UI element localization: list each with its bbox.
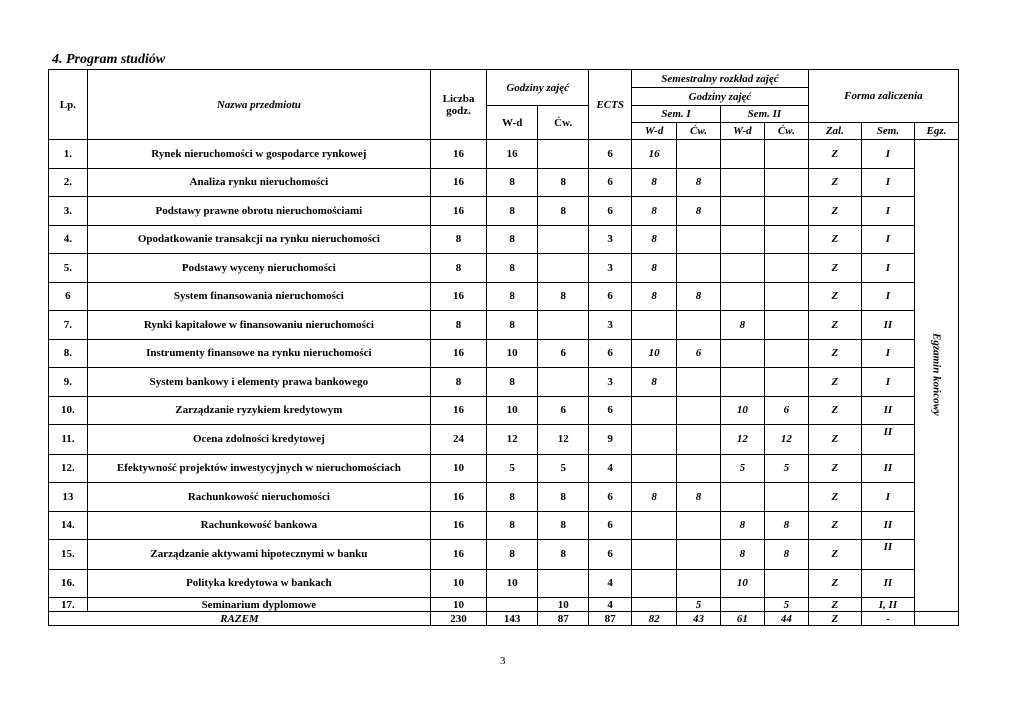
cell-s2-cw bbox=[764, 339, 808, 368]
cell-lp: 13 bbox=[49, 483, 88, 512]
cell-sem: II bbox=[861, 396, 914, 425]
cell-liczba: 16 bbox=[430, 511, 486, 540]
cell-cw: 8 bbox=[538, 197, 589, 226]
cell-cw: 8 bbox=[538, 483, 589, 512]
header-semz: Sem. bbox=[861, 123, 914, 140]
cell-s1-cw: 8 bbox=[677, 197, 721, 226]
cell-s1-cw bbox=[677, 254, 721, 283]
cell-cw: 5 bbox=[538, 454, 589, 483]
cell-name: Zarządzanie ryzykiem kredytowym bbox=[87, 396, 430, 425]
cell-sem: I bbox=[861, 225, 914, 254]
table-row bbox=[49, 225, 959, 254]
cell-s2-wd bbox=[720, 140, 764, 169]
header-sem1: Sem. I bbox=[632, 106, 721, 123]
cell-s1-wd: 8 bbox=[632, 168, 677, 197]
table-row bbox=[49, 540, 959, 570]
cell-sem: I bbox=[861, 282, 914, 311]
cell-s1-cw bbox=[677, 569, 721, 598]
cell-liczba: 8 bbox=[430, 254, 486, 283]
cell-name: Zarządzanie aktywami hipotecznymi w banku bbox=[87, 540, 430, 570]
razem-ects: 87 bbox=[589, 612, 632, 626]
cell-sem: I bbox=[861, 254, 914, 283]
razem-egz bbox=[914, 612, 958, 626]
cell-lp: 1. bbox=[49, 140, 88, 169]
header-wd: W-d bbox=[487, 106, 538, 140]
cell-sem: II bbox=[861, 454, 914, 483]
cell-s2-wd bbox=[720, 168, 764, 197]
razem-s1wd: 82 bbox=[632, 612, 677, 626]
razem-zal: Z bbox=[808, 612, 861, 626]
cell-s2-wd bbox=[720, 598, 764, 612]
header-s1-cw: Ćw. bbox=[677, 123, 721, 140]
header-lp: Lp. bbox=[49, 70, 88, 140]
cell-liczba: 16 bbox=[430, 540, 486, 570]
cell-s2-wd: 8 bbox=[720, 540, 764, 570]
cell-zal: Z bbox=[808, 197, 861, 226]
cell-s2-wd: 10 bbox=[720, 569, 764, 598]
cell-s1-wd: 8 bbox=[632, 368, 677, 397]
cell-wd: 8 bbox=[487, 168, 538, 197]
study-program-table bbox=[48, 69, 959, 626]
cell-ects: 4 bbox=[589, 598, 632, 612]
cell-lp: 7. bbox=[49, 311, 88, 340]
cell-s2-cw bbox=[764, 282, 808, 311]
cell-s2-cw: 5 bbox=[764, 454, 808, 483]
cell-s1-wd: 8 bbox=[632, 282, 677, 311]
page-number: 3 bbox=[500, 655, 506, 667]
cell-s1-wd: 8 bbox=[632, 483, 677, 512]
cell-s2-cw bbox=[764, 569, 808, 598]
cell-liczba: 16 bbox=[430, 197, 486, 226]
cell-lp: 3. bbox=[49, 197, 88, 226]
cell-lp: 5. bbox=[49, 254, 88, 283]
cell-zal: Z bbox=[808, 598, 861, 612]
cell-s1-cw bbox=[677, 140, 721, 169]
cell-name: System bankowy i elementy prawa bankowego bbox=[87, 368, 430, 397]
cell-s2-wd: 8 bbox=[720, 511, 764, 540]
cell-wd bbox=[487, 598, 538, 612]
cell-zal: Z bbox=[808, 511, 861, 540]
table-row bbox=[49, 569, 959, 598]
cell-wd: 16 bbox=[487, 140, 538, 169]
cell-liczba: 16 bbox=[430, 339, 486, 368]
cell-liczba: 16 bbox=[430, 282, 486, 311]
cell-s1-wd bbox=[632, 425, 677, 455]
cell-name: Podstawy wyceny nieruchomości bbox=[87, 254, 430, 283]
razem-cw: 87 bbox=[538, 612, 589, 626]
cell-ects: 6 bbox=[589, 339, 632, 368]
cell-s2-cw: 8 bbox=[764, 540, 808, 570]
cell-s2-cw bbox=[764, 311, 808, 340]
cell-cw bbox=[538, 140, 589, 169]
cell-ects: 3 bbox=[589, 311, 632, 340]
razem-s2wd: 61 bbox=[720, 612, 764, 626]
header-s2-cw: Ćw. bbox=[764, 123, 808, 140]
cell-s2-cw bbox=[764, 197, 808, 226]
cell-sem: I bbox=[861, 339, 914, 368]
cell-ects: 6 bbox=[589, 511, 632, 540]
cell-s1-cw: 8 bbox=[677, 483, 721, 512]
cell-s2-wd bbox=[720, 282, 764, 311]
cell-lp: 14. bbox=[49, 511, 88, 540]
cell-ects: 6 bbox=[589, 396, 632, 425]
cell-wd: 10 bbox=[487, 396, 538, 425]
cell-s2-wd bbox=[720, 483, 764, 512]
cell-lp: 4. bbox=[49, 225, 88, 254]
header-zal: Zal. bbox=[808, 123, 861, 140]
header-s2-wd: W-d bbox=[720, 123, 764, 140]
header-cw: Ćw. bbox=[538, 106, 589, 140]
cell-zal: Z bbox=[808, 396, 861, 425]
cell-s2-wd: 12 bbox=[720, 425, 764, 455]
cell-lp: 11. bbox=[49, 425, 88, 455]
cell-lp: 8. bbox=[49, 339, 88, 368]
cell-zal: Z bbox=[808, 569, 861, 598]
cell-liczba: 8 bbox=[430, 311, 486, 340]
cell-s1-wd bbox=[632, 540, 677, 570]
cell-s2-wd: 10 bbox=[720, 396, 764, 425]
cell-liczba: 24 bbox=[430, 425, 486, 455]
cell-liczba: 16 bbox=[430, 396, 486, 425]
cell-sem: I bbox=[861, 197, 914, 226]
cell-s1-wd bbox=[632, 454, 677, 483]
cell-s2-wd bbox=[720, 254, 764, 283]
table-row bbox=[49, 598, 959, 612]
cell-cw bbox=[538, 569, 589, 598]
cell-ects: 6 bbox=[589, 540, 632, 570]
cell-ects: 6 bbox=[589, 483, 632, 512]
cell-sem: I bbox=[861, 483, 914, 512]
razem-label: RAZEM bbox=[49, 612, 431, 626]
cell-wd: 8 bbox=[487, 540, 538, 570]
cell-zal: Z bbox=[808, 483, 861, 512]
cell-s2-cw bbox=[764, 368, 808, 397]
razem-wd: 143 bbox=[487, 612, 538, 626]
cell-cw: 6 bbox=[538, 396, 589, 425]
cell-sem: I bbox=[861, 140, 914, 169]
cell-cw: 8 bbox=[538, 540, 589, 570]
cell-sem: II bbox=[861, 311, 914, 340]
header-name: Nazwa przedmiotu bbox=[87, 70, 430, 140]
cell-s2-cw bbox=[764, 483, 808, 512]
header-sem-godziny: Godziny zajęć bbox=[632, 88, 809, 106]
cell-s1-cw: 6 bbox=[677, 339, 721, 368]
cell-s2-wd bbox=[720, 368, 764, 397]
cell-ects: 3 bbox=[589, 225, 632, 254]
cell-sem: I bbox=[861, 368, 914, 397]
table-row bbox=[49, 368, 959, 397]
cell-s1-cw bbox=[677, 511, 721, 540]
cell-name: Rynki kapitałowe w finansowaniu nieruchomości bbox=[87, 311, 430, 340]
cell-liczba: 16 bbox=[430, 140, 486, 169]
table-row bbox=[49, 197, 959, 226]
table-row bbox=[49, 454, 959, 483]
cell-ects: 4 bbox=[589, 569, 632, 598]
cell-zal: Z bbox=[808, 339, 861, 368]
cell-liczba: 10 bbox=[430, 454, 486, 483]
table-row bbox=[49, 425, 959, 455]
cell-wd: 10 bbox=[487, 339, 538, 368]
header-ects: ECTS bbox=[589, 70, 632, 140]
cell-lp: 2. bbox=[49, 168, 88, 197]
cell-zal: Z bbox=[808, 140, 861, 169]
cell-lp: 15. bbox=[49, 540, 88, 570]
cell-lp: 17. bbox=[49, 598, 88, 612]
egzamin-koncowy-cell bbox=[914, 140, 958, 612]
cell-wd: 8 bbox=[487, 282, 538, 311]
cell-s1-cw: 8 bbox=[677, 282, 721, 311]
cell-s2-cw bbox=[764, 254, 808, 283]
razem-sem: - bbox=[861, 612, 914, 626]
cell-s2-cw: 5 bbox=[764, 598, 808, 612]
header-godziny: Godziny zajęć bbox=[487, 70, 589, 106]
cell-s2-wd bbox=[720, 197, 764, 226]
cell-s1-wd bbox=[632, 511, 677, 540]
cell-name: System finansowania nieruchomości bbox=[87, 282, 430, 311]
cell-name: Efektywność projektów inwestycyjnych w nieruchomościach bbox=[87, 454, 430, 483]
cell-cw bbox=[538, 225, 589, 254]
cell-liczba: 10 bbox=[430, 598, 486, 612]
cell-cw bbox=[538, 311, 589, 340]
cell-zal: Z bbox=[808, 168, 861, 197]
cell-s1-wd bbox=[632, 311, 677, 340]
cell-s1-wd bbox=[632, 396, 677, 425]
razem-s1cw: 43 bbox=[677, 612, 721, 626]
cell-s1-cw bbox=[677, 425, 721, 455]
cell-wd: 10 bbox=[487, 569, 538, 598]
cell-name: Rachunkowość nieruchomości bbox=[87, 483, 430, 512]
cell-s2-cw: 12 bbox=[764, 425, 808, 455]
cell-cw: 6 bbox=[538, 339, 589, 368]
table-row bbox=[49, 311, 959, 340]
cell-s2-wd bbox=[720, 225, 764, 254]
cell-s2-wd: 8 bbox=[720, 311, 764, 340]
cell-cw: 8 bbox=[538, 511, 589, 540]
razem-row bbox=[49, 612, 959, 626]
header-forma: Forma zaliczenia bbox=[808, 70, 958, 123]
cell-name: Instrumenty finansowe na rynku nieruchomości bbox=[87, 339, 430, 368]
cell-s2-cw: 8 bbox=[764, 511, 808, 540]
header-sem-rozklad: Semestralny rozkład zajęć bbox=[632, 70, 809, 88]
cell-ects: 6 bbox=[589, 282, 632, 311]
cell-s2-wd bbox=[720, 339, 764, 368]
header-liczba: Liczba godz. bbox=[430, 70, 486, 140]
cell-s1-cw bbox=[677, 225, 721, 254]
header-sem2: Sem. II bbox=[720, 106, 808, 123]
cell-cw: 12 bbox=[538, 425, 589, 455]
cell-wd: 8 bbox=[487, 311, 538, 340]
cell-ects: 6 bbox=[589, 140, 632, 169]
cell-lp: 6 bbox=[49, 282, 88, 311]
cell-name: Seminarium dyplomowe bbox=[87, 598, 430, 612]
cell-s2-cw bbox=[764, 168, 808, 197]
cell-ects: 6 bbox=[589, 197, 632, 226]
cell-ects: 3 bbox=[589, 254, 632, 283]
cell-liczba: 10 bbox=[430, 569, 486, 598]
egzamin-koncowy-label: Egzamin końcowy bbox=[930, 332, 943, 416]
cell-s2-cw bbox=[764, 225, 808, 254]
cell-ects: 6 bbox=[589, 168, 632, 197]
cell-name: Rachunkowość bankowa bbox=[87, 511, 430, 540]
razem-liczba: 230 bbox=[430, 612, 486, 626]
cell-s1-wd bbox=[632, 569, 677, 598]
table-row bbox=[49, 339, 959, 368]
cell-s1-cw bbox=[677, 311, 721, 340]
cell-lp: 10. bbox=[49, 396, 88, 425]
table-row bbox=[49, 168, 959, 197]
cell-zal: Z bbox=[808, 540, 861, 570]
cell-zal: Z bbox=[808, 425, 861, 455]
cell-ects: 4 bbox=[589, 454, 632, 483]
cell-name: Polityka kredytowa w bankach bbox=[87, 569, 430, 598]
cell-wd: 8 bbox=[487, 197, 538, 226]
table-row bbox=[49, 483, 959, 512]
cell-cw: 8 bbox=[538, 282, 589, 311]
cell-name: Podstawy prawne obrotu nieruchomościami bbox=[87, 197, 430, 226]
cell-liczba: 8 bbox=[430, 225, 486, 254]
table-row bbox=[49, 511, 959, 540]
cell-s1-wd: 16 bbox=[632, 140, 677, 169]
cell-s2-wd: 5 bbox=[720, 454, 764, 483]
cell-s1-wd bbox=[632, 598, 677, 612]
table-row bbox=[49, 140, 959, 169]
cell-zal: Z bbox=[808, 225, 861, 254]
cell-cw: 10 bbox=[538, 598, 589, 612]
cell-sem: II bbox=[861, 540, 914, 570]
cell-lp: 12. bbox=[49, 454, 88, 483]
cell-sem: II bbox=[861, 425, 914, 455]
cell-name: Analiza rynku nieruchomości bbox=[87, 168, 430, 197]
cell-sem: II bbox=[861, 511, 914, 540]
header-egz: Egz. bbox=[914, 123, 958, 140]
cell-s1-wd: 10 bbox=[632, 339, 677, 368]
cell-name: Opodatkowanie transakcji na rynku nieruchomości bbox=[87, 225, 430, 254]
header-s1-wd: W-d bbox=[632, 123, 677, 140]
cell-wd: 8 bbox=[487, 511, 538, 540]
cell-wd: 8 bbox=[487, 483, 538, 512]
cell-wd: 12 bbox=[487, 425, 538, 455]
cell-name: Rynek nieruchomości w gospodarce rynkowej bbox=[87, 140, 430, 169]
table-row bbox=[49, 254, 959, 283]
cell-sem: I bbox=[861, 168, 914, 197]
cell-s1-wd: 8 bbox=[632, 197, 677, 226]
table-row bbox=[49, 282, 959, 311]
cell-ects: 3 bbox=[589, 368, 632, 397]
cell-s1-wd: 8 bbox=[632, 254, 677, 283]
table-row bbox=[49, 396, 959, 425]
cell-s1-cw bbox=[677, 396, 721, 425]
cell-zal: Z bbox=[808, 368, 861, 397]
cell-cw: 8 bbox=[538, 168, 589, 197]
cell-lp: 16. bbox=[49, 569, 88, 598]
cell-zal: Z bbox=[808, 254, 861, 283]
cell-lp: 9. bbox=[49, 368, 88, 397]
cell-s1-cw bbox=[677, 540, 721, 570]
cell-cw bbox=[538, 254, 589, 283]
cell-name: Ocena zdolności kredytowej bbox=[87, 425, 430, 455]
cell-s1-cw bbox=[677, 454, 721, 483]
cell-wd: 5 bbox=[487, 454, 538, 483]
cell-s1-cw bbox=[677, 368, 721, 397]
cell-wd: 8 bbox=[487, 368, 538, 397]
cell-s1-cw: 8 bbox=[677, 168, 721, 197]
cell-sem: II bbox=[861, 569, 914, 598]
cell-wd: 8 bbox=[487, 254, 538, 283]
cell-sem: I, II bbox=[861, 598, 914, 612]
cell-liczba: 16 bbox=[430, 168, 486, 197]
cell-liczba: 8 bbox=[430, 368, 486, 397]
cell-s2-cw bbox=[764, 140, 808, 169]
cell-cw bbox=[538, 368, 589, 397]
cell-zal: Z bbox=[808, 282, 861, 311]
cell-liczba: 16 bbox=[430, 483, 486, 512]
cell-s2-cw: 6 bbox=[764, 396, 808, 425]
cell-zal: Z bbox=[808, 311, 861, 340]
section-title: 4. Program studiów bbox=[52, 52, 166, 67]
cell-s1-cw: 5 bbox=[677, 598, 721, 612]
cell-zal: Z bbox=[808, 454, 861, 483]
cell-ects: 9 bbox=[589, 425, 632, 455]
cell-wd: 8 bbox=[487, 225, 538, 254]
razem-s2cw: 44 bbox=[764, 612, 808, 626]
cell-s1-wd: 8 bbox=[632, 225, 677, 254]
